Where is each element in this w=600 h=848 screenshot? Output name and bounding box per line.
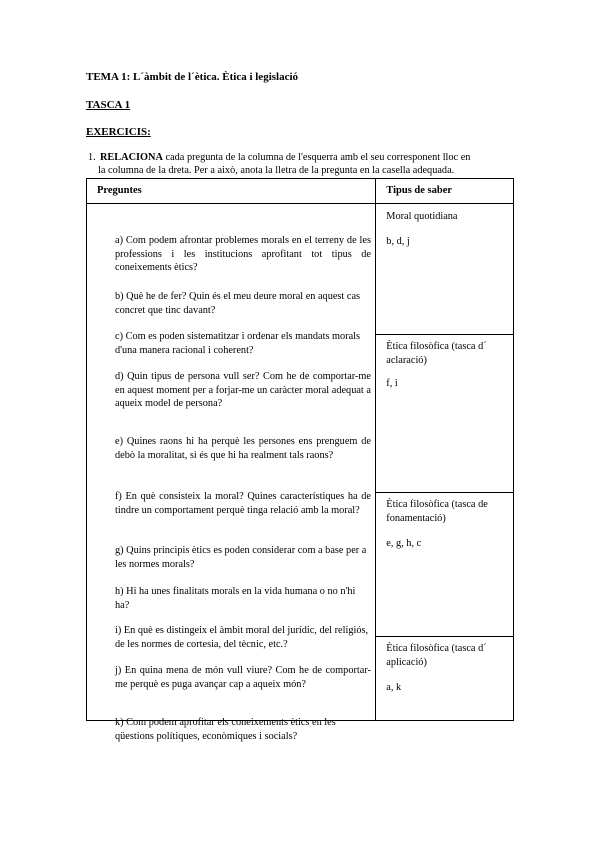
type-label: Ètica filosòfica (tasca d´ aclaració) (386, 341, 487, 366)
type-answer: a, k (386, 682, 402, 693)
type-fonamentacio (376, 492, 513, 549)
instruction-text-1: cada pregunta de la columna de l'esquerra amb el seu corresponent lloc en (162, 152, 471, 163)
type-answer: f, i (386, 378, 398, 389)
table-header-row (87, 179, 514, 204)
questions-header: Preguntes (87, 179, 376, 204)
type-answer: e, g, h, c (386, 538, 422, 549)
types-header: Tipus de saber (376, 179, 514, 204)
question-j: j) En quina mena de món vull viure? Com he de comportar-me perquè es puga avançar cap a aqueix món? (115, 665, 371, 690)
instruction-keyword: RELACIONA (100, 152, 163, 163)
question-k: k) Com podem aprofitar els coneixements ètics en les qüestions polítiques, econòmiques i socials? (115, 717, 336, 742)
question-d: d) Quin tipus de persona vull ser? Com he de comportar-me en aquest moment per a forjar-me un caràcter moral adequat a aqueix model de persona? (115, 371, 371, 409)
type-aclaracio (376, 334, 513, 389)
instruction-text-2: la columna de la dreta. Per a això, anota la lletra de la pregunta en la casella adequada. (98, 165, 455, 176)
question-h: h) Hi ha unes finalitats morals en la vida humana o no n'hi ha? (115, 586, 356, 611)
question-f: f) En què consisteix la moral? Quines característiques ha de tindre un comportament perquè tinga relació amb la moral? (115, 491, 371, 516)
exercises-heading: EXERCICIS: (86, 126, 151, 138)
page-title: TEMA 1: L´àmbit de l´ètica. Ètica i legislació (86, 71, 299, 83)
task-heading: TASCA 1 (86, 99, 131, 111)
type-label: Ètica filosòfica (tasca d´ aplicació) (386, 643, 487, 668)
question-e: e) Quines raons hi ha perquè les persones ens prenguem de debò la moralitat, si és que hi ha realment tals raons? (115, 436, 371, 461)
type-aplicacio (376, 636, 513, 693)
matching-table (86, 178, 514, 742)
question-g: g) Quins principis ètics es poden considerar com a base per a les normes morals? (115, 545, 367, 570)
type-moral-quotidiana (376, 204, 513, 247)
types-cell (376, 204, 514, 721)
questions-cell (87, 204, 376, 742)
type-answer: b, d, j (386, 236, 410, 247)
question-b: b) Què he de fer? Quin és el meu deure moral en aquest cas concret que tinc davant? (115, 291, 361, 316)
type-label: Moral quotidiana (386, 211, 458, 222)
question-c: c) Com es poden sistematitzar i ordenar els mandats morals d'una manera racional i coherent? (115, 331, 361, 356)
exercise-number: 1. (88, 152, 96, 163)
question-a: a) Com podem afrontar problemes morals en el terreny de les professions i les institucions aprofitant tot tipus de coneixements ètics? (115, 235, 371, 273)
table-body-row (87, 204, 514, 721)
exercise-instruction (88, 151, 518, 177)
question-i: i) En què es distingeix el àmbit moral del jurídic, del religiós, de les normes de cortesia, del tècnic, etc.? (115, 625, 369, 650)
type-label: Ètica filosòfica (tasca de fonamentació) (386, 499, 488, 524)
